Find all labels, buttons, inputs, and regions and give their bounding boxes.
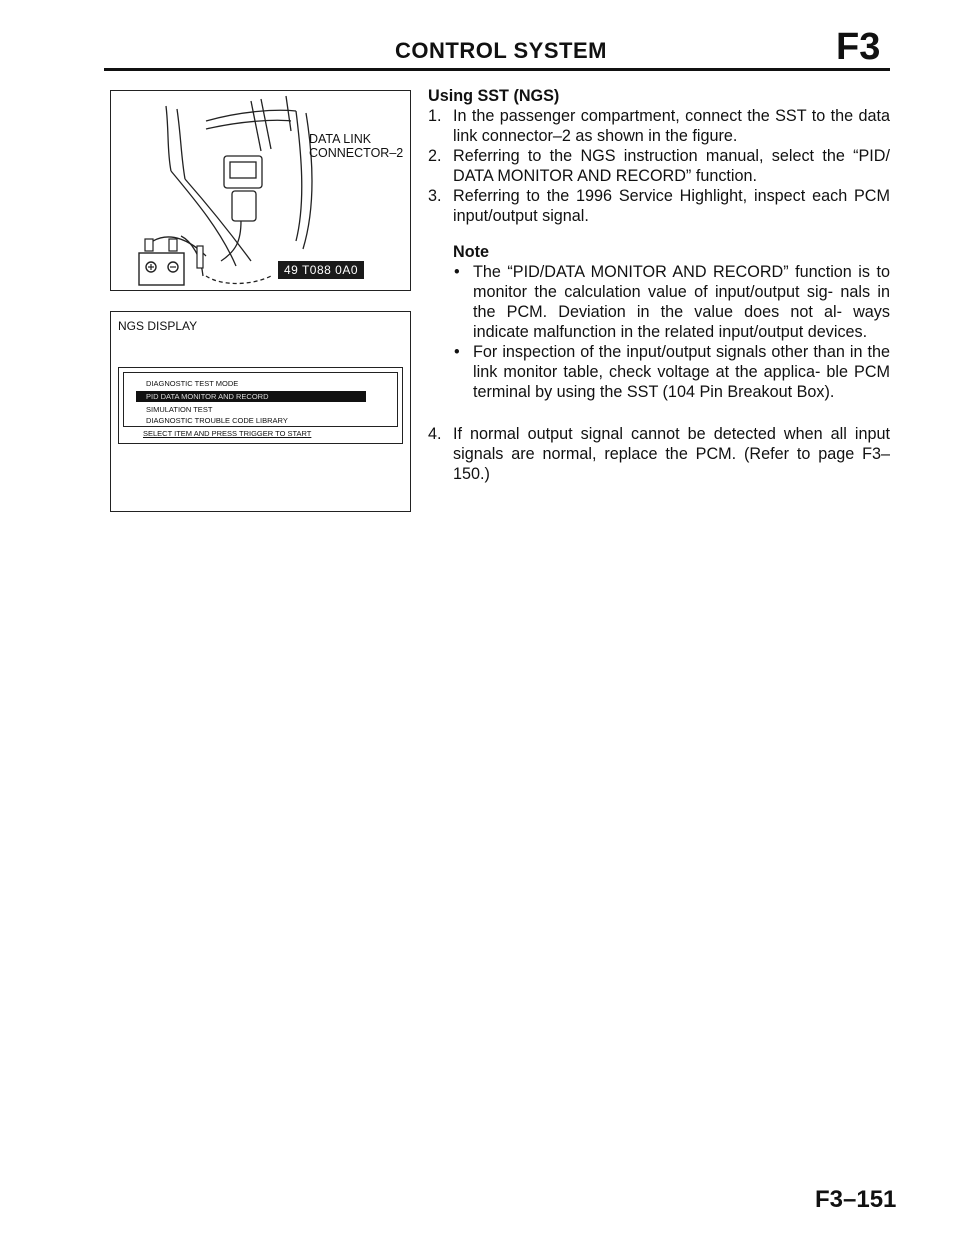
bullet-icon: •	[454, 343, 460, 361]
menu-item-dtc-library: DIAGNOSTIC TROUBLE CODE LIBRARY	[146, 416, 288, 425]
note-item	[428, 262, 890, 342]
page-number: F3–151	[815, 1186, 897, 1213]
procedure-step	[428, 146, 890, 186]
connector-label-line1: DATA LINK	[309, 132, 372, 146]
ngs-display-figure	[110, 311, 411, 512]
connection-illustration	[111, 91, 411, 291]
note-item	[428, 342, 890, 402]
section-code: F3	[836, 26, 881, 68]
ngs-screen	[118, 367, 403, 444]
connector-label	[309, 132, 403, 160]
procedure-text	[428, 86, 890, 484]
step-number: 2.	[428, 147, 442, 165]
procedure-heading: Using SST (NGS)	[428, 87, 560, 105]
step-text: If normal output signal cannot be detected when all input signals are normal, replace the PCM. (Refer to page F3–150.)	[453, 425, 890, 483]
part-number-badge: 49 T088 0A0	[278, 261, 364, 279]
ngs-screen-prompt: SELECT ITEM AND PRESS TRIGGER TO START	[143, 429, 312, 438]
step-number: 3.	[428, 187, 442, 205]
menu-item-diagnostic-test-mode: DIAGNOSTIC TEST MODE	[146, 379, 239, 388]
page-header-title: CONTROL SYSTEM	[395, 38, 607, 63]
note-text: The “PID/DATA MONITOR AND RECORD” function is to monitor the calculation value of input/output sig- nals in the PCM. Deviation in the value does not al- ways indicate malfunction in the related input/output devices.	[473, 263, 890, 341]
connection-figure	[110, 90, 411, 291]
note-text: For inspection of the input/output signals other than in the link monitor table, check voltage at the applica- ble PCM terminal by using the SST (104 Pin Breakout Box).	[473, 343, 890, 401]
step-number: 1.	[428, 107, 442, 125]
connector-label-line2: CONNECTOR–2	[309, 146, 404, 160]
note-heading: Note	[453, 243, 489, 261]
header-rule	[104, 68, 890, 71]
procedure-step	[428, 106, 890, 146]
step-text: In the passenger compartment, connect the SST to the data link connector–2 as shown in the figure.	[453, 107, 890, 145]
menu-item-simulation-test: SIMULATION TEST	[146, 405, 213, 414]
step-number: 4.	[428, 425, 442, 443]
step-text: Referring to the 1996 Service Highlight, inspect each PCM input/output signal.	[453, 187, 890, 225]
menu-item-pid-data-monitor: PID DATA MONITOR AND RECORD	[136, 391, 366, 402]
ngs-menu-frame	[123, 372, 398, 427]
bullet-icon: •	[454, 263, 460, 281]
ngs-display-caption: NGS DISPLAY	[118, 319, 198, 333]
procedure-step	[428, 186, 890, 226]
step-text: Referring to the NGS instruction manual, select the “PID/ DATA MONITOR AND RECORD” function.	[453, 147, 890, 185]
procedure-step	[428, 424, 890, 484]
